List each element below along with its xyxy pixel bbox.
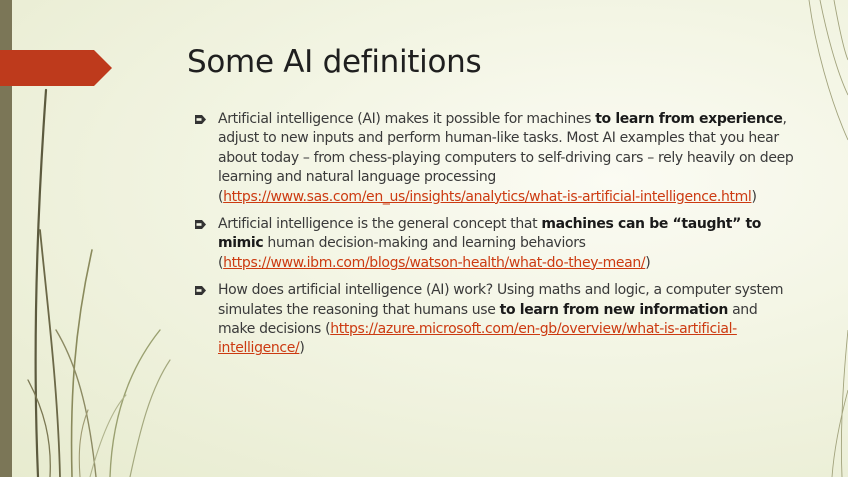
- arrow-bullet-icon: [195, 220, 206, 229]
- bullet-item: [195, 281, 795, 359]
- arrow-bullet-icon: [195, 115, 206, 124]
- slide-title: Some AI definitions: [187, 44, 482, 80]
- bullet-item: [195, 215, 795, 273]
- right-grass-corner: [809, 0, 848, 477]
- bullet-text: human decision-making and learning behaviors (: [218, 235, 586, 271]
- bullet-bold-text: machines can be “taught” to mimic: [218, 216, 762, 252]
- bullet-text: ): [645, 254, 651, 271]
- reference-link[interactable]: https://www.ibm.com/blogs/watson-health/what-do-they-mean/: [223, 254, 646, 271]
- reference-link[interactable]: https://www.sas.com/en_us/insights/analytics/what-is-artificial-intelligence.html: [223, 188, 752, 205]
- bullet-text: How does artificial intelligence (AI) work? Using maths and logic, a computer system simulates the reasoning that humans use: [218, 282, 784, 318]
- arrow-bullet-icon: [195, 286, 206, 295]
- reference-link[interactable]: https://azure.microsoft.com/en-gb/overview/what-is-artificial-intelligence/: [218, 321, 737, 357]
- bullet-text: ): [299, 340, 305, 357]
- bullet-text: , adjust to new inputs and perform human-like tasks. Most AI examples that you hear about today – from chess-playing computers to self-driving cars – rely heavily on deep learning and natural language processing (: [218, 111, 794, 205]
- bullet-text: Artificial intelligence is the general concept that: [218, 216, 542, 233]
- bullet-bold-text: to learn from experience: [595, 111, 783, 127]
- bullet-text: Artificial intelligence (AI) makes it possible for machines: [218, 111, 596, 127]
- bullet-item: [195, 110, 795, 207]
- bullet-bold-text: to learn from new information: [499, 301, 728, 318]
- bullet-list: [195, 110, 795, 367]
- title-accent-arrow-icon: [0, 50, 112, 86]
- bullet-text: ): [751, 188, 757, 205]
- bullet-text: and make decisions (: [218, 301, 758, 338]
